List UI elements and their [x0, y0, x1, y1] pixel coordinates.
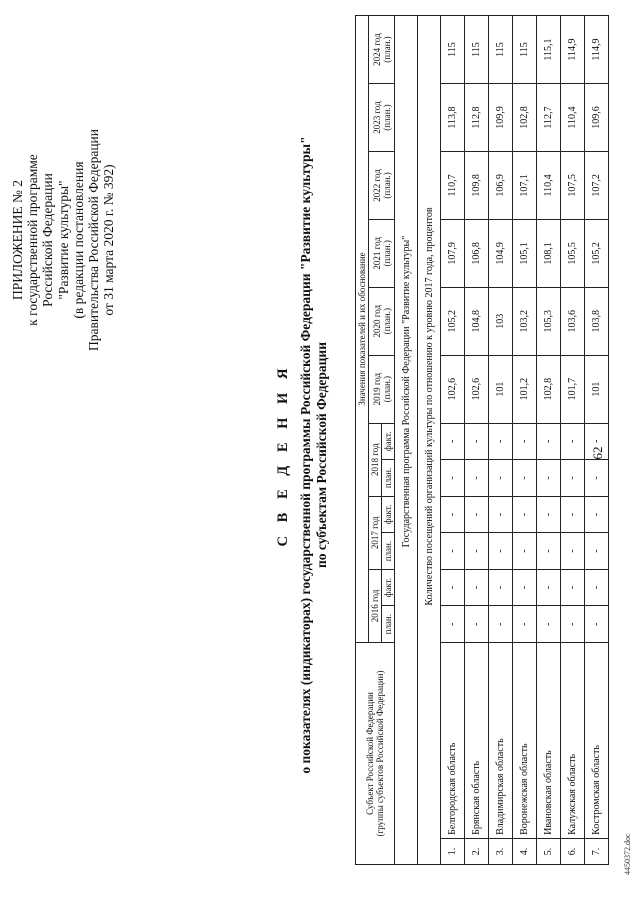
region-name: Брянская область [465, 642, 489, 838]
value-cell: - [537, 533, 561, 570]
value-cell: - [561, 496, 585, 533]
value-cell: - [441, 569, 465, 606]
value-cell: 109,9 [489, 84, 513, 152]
title-line-1: о показателях (индикаторах) государственной программы Российской Федерации "Развитие культуры" [298, 136, 313, 774]
plan-subheader: план. [382, 460, 395, 497]
value-cell: 107,5 [561, 151, 585, 219]
value-cell: 101,2 [513, 355, 537, 423]
value-cell: - [441, 460, 465, 497]
value-cell: 107,1 [513, 151, 537, 219]
value-cell: 101,7 [561, 355, 585, 423]
table-row [561, 16, 585, 865]
region-name: Владимирская область [489, 642, 513, 838]
appendix-block [10, 75, 116, 405]
subject-header-label: Субъект Российской Федерации [365, 692, 375, 815]
value-cell: 115 [489, 16, 513, 84]
value-cell: - [489, 423, 513, 460]
value-cell: 101 [489, 355, 513, 423]
year-header: 2017 год [369, 496, 382, 569]
plan-subheader: план. [382, 606, 395, 643]
value-cell: - [585, 460, 609, 497]
plan-subheader: план. [382, 533, 395, 570]
plan-year-label: 2024 год [371, 33, 382, 66]
value-cell: - [489, 606, 513, 643]
value-cell: - [489, 533, 513, 570]
title-line-2: по субъектам Российской Федерации [314, 342, 329, 568]
plan-year-header [369, 151, 395, 219]
value-cell: 101 [585, 355, 609, 423]
plan-year-label: 2021 год [371, 237, 382, 270]
value-cell: - [489, 496, 513, 533]
plan-year-header [369, 287, 395, 355]
value-cell: - [465, 606, 489, 643]
plan-label: (план.) [381, 375, 392, 403]
table-row [441, 16, 465, 865]
value-cell: 103 [489, 287, 513, 355]
indicator-row [418, 16, 441, 865]
value-cell: 112,8 [465, 84, 489, 152]
value-cell: - [441, 533, 465, 570]
row-number: 7. [585, 838, 609, 864]
subject-header-sublabel: (группы субъектов Российской Федерации) [375, 670, 385, 837]
value-cell: 106,8 [465, 219, 489, 287]
appendix-line: от 31 марта 2020 г. № 392) [101, 164, 117, 316]
fact-subheader: факт. [382, 569, 395, 606]
value-cell: - [561, 423, 585, 460]
value-cell: - [537, 423, 561, 460]
value-cell: - [537, 496, 561, 533]
plan-label: (план.) [381, 104, 392, 131]
region-name: Воронежская область [513, 642, 537, 838]
value-cell: 103,2 [513, 287, 537, 355]
value-cell: 114,9 [561, 16, 585, 84]
row-number: 3. [489, 838, 513, 864]
table-header [356, 16, 395, 865]
value-cell: 103,8 [585, 287, 609, 355]
value-cell: 109,8 [465, 151, 489, 219]
region-name: Калужская область [561, 642, 585, 838]
value-cell: - [513, 496, 537, 533]
year-header: 2018 год [369, 423, 382, 496]
value-cell: 105,1 [513, 219, 537, 287]
value-cell: - [465, 533, 489, 570]
program-row [395, 16, 418, 865]
indicators-table [355, 15, 609, 865]
program-label: Государственная программа Российской Федерации "Развитие культуры" [395, 16, 418, 865]
document-code: 4450372.doc [623, 833, 632, 875]
appendix-line: "Развитие культуры" [55, 180, 71, 300]
value-cell: - [561, 460, 585, 497]
appendix-line: (в редакции постановления [70, 161, 86, 319]
value-cell: 102,6 [465, 355, 489, 423]
value-cell: - [513, 533, 537, 570]
value-cell: - [561, 533, 585, 570]
value-cell: - [513, 423, 537, 460]
plan-year-label: 2019 год [371, 372, 382, 406]
value-cell: - [537, 460, 561, 497]
plan-year-header [369, 355, 395, 423]
value-cell: - [489, 569, 513, 606]
table-row [513, 16, 537, 865]
value-cell: - [585, 569, 609, 606]
value-cell: - [513, 460, 537, 497]
value-cell: 115,1 [537, 16, 561, 84]
subject-header [356, 642, 395, 864]
value-cell: 110,7 [441, 151, 465, 219]
value-cell: 105,2 [441, 287, 465, 355]
plan-year-header [369, 16, 395, 84]
indicator-label: Количество посещений организаций культуры по отношению к уровню 2017 года, процентов [418, 16, 441, 865]
value-cell: - [537, 569, 561, 606]
value-cell: 110,4 [561, 84, 585, 152]
document-title [275, 25, 330, 885]
appendix-line: Правительства Российской Федерации [86, 129, 102, 351]
plan-year-header [369, 219, 395, 287]
row-number: 5. [537, 838, 561, 864]
table-row [537, 16, 561, 865]
value-cell: 115 [441, 16, 465, 84]
value-cell: - [561, 569, 585, 606]
plan-year-label: 2020 год [371, 304, 382, 338]
value-cell: - [465, 423, 489, 460]
table-row [465, 16, 489, 865]
value-cell: - [441, 423, 465, 460]
plan-label: (план.) [381, 36, 392, 63]
plan-label: (план.) [381, 240, 392, 267]
value-cell: - [537, 606, 561, 643]
value-cell: - [465, 496, 489, 533]
value-cell: 105,3 [537, 287, 561, 355]
value-cell: 102,6 [441, 355, 465, 423]
value-cell: 102,8 [537, 355, 561, 423]
value-cell: 104,9 [489, 219, 513, 287]
plan-label: (план.) [381, 172, 392, 199]
value-cell: 114,9 [585, 16, 609, 84]
plan-label: (план.) [381, 308, 392, 335]
appendix-line: ПРИЛОЖЕНИЕ № 2 [10, 179, 25, 301]
row-number: 4. [513, 838, 537, 864]
value-cell: - [441, 496, 465, 533]
values-header: Значения показателей и их обоснование [356, 16, 369, 643]
value-cell: - [561, 606, 585, 643]
value-cell: - [585, 533, 609, 570]
region-name: Белгородская область [441, 642, 465, 838]
value-cell: 102,8 [513, 84, 537, 152]
value-cell: 113,8 [441, 84, 465, 152]
value-cell: 105,5 [561, 219, 585, 287]
appendix-line: к государственной программе [25, 154, 41, 326]
row-number: 2. [465, 838, 489, 864]
table-body [395, 16, 609, 865]
value-cell: 103,6 [561, 287, 585, 355]
value-cell: - [513, 569, 537, 606]
value-cell: 115 [513, 16, 537, 84]
plan-year-label: 2022 год [371, 169, 382, 202]
value-cell: 106,9 [489, 151, 513, 219]
value-cell: - [441, 606, 465, 643]
value-cell: 115 [465, 16, 489, 84]
value-cell: 110,4 [537, 151, 561, 219]
value-cell: 108,1 [537, 219, 561, 287]
row-number: 1. [441, 838, 465, 864]
value-cell: 107,9 [441, 219, 465, 287]
table-row [489, 16, 513, 865]
value-cell: - [585, 606, 609, 643]
year-header: 2016 год [369, 569, 382, 642]
region-name: Ивановская область [537, 642, 561, 838]
table-row [585, 16, 609, 865]
value-cell: 107,2 [585, 151, 609, 219]
plan-year-header [369, 84, 395, 152]
value-cell: - [489, 460, 513, 497]
value-cell: 112,7 [537, 84, 561, 152]
value-cell: 104,8 [465, 287, 489, 355]
value-cell: - [465, 460, 489, 497]
fact-subheader: факт. [382, 496, 395, 533]
appendix-line: Российской Федерации [40, 173, 56, 307]
title-main: С В Е Д Е Н И Я [275, 363, 291, 547]
value-cell: 105,2 [585, 219, 609, 287]
plan-year-label: 2023 год [371, 101, 382, 134]
value-cell: - [585, 423, 609, 460]
value-cell: - [585, 496, 609, 533]
value-cell: - [513, 606, 537, 643]
region-name: Костромская область [585, 642, 609, 838]
value-cell: - [465, 569, 489, 606]
page-number: 62 [590, 446, 605, 460]
value-cell: 109,6 [585, 84, 609, 152]
fact-subheader: факт. [382, 423, 395, 460]
row-number: 6. [561, 838, 585, 864]
